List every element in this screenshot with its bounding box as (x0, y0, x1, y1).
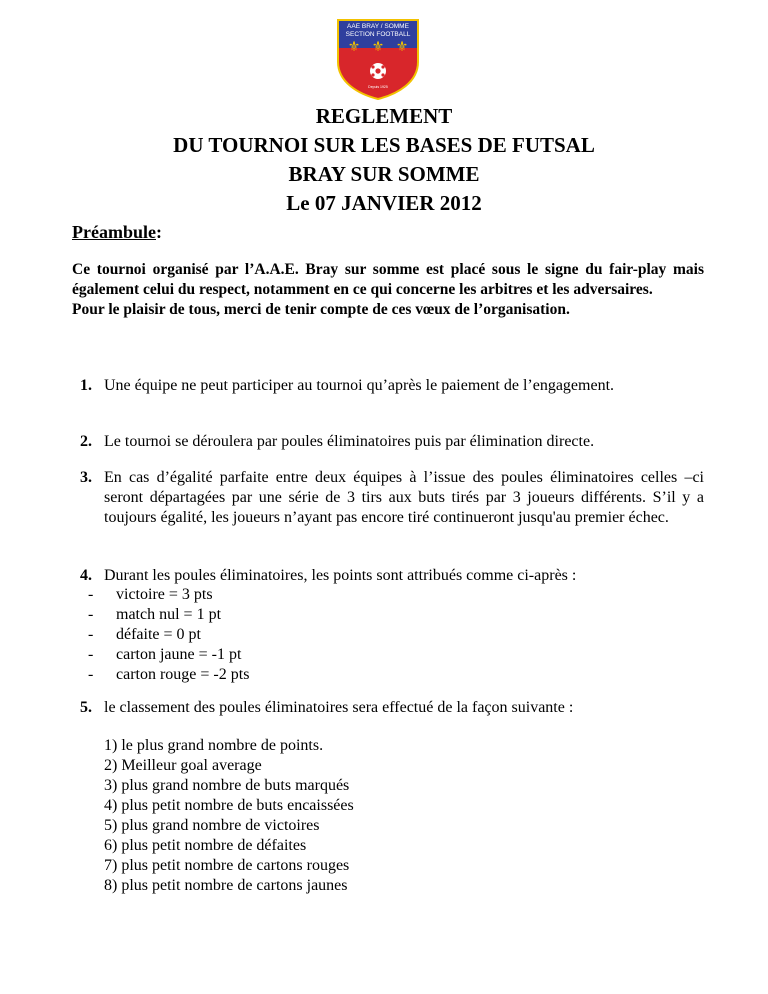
list-item: 3) plus grand nombre de buts marqués (104, 777, 350, 794)
svg-text:⚜: ⚜ (371, 40, 385, 55)
preamble-text (72, 260, 704, 320)
preamble-heading-colon: : (155, 222, 162, 242)
document-title (0, 102, 768, 218)
ranking-list (104, 736, 704, 896)
points-list (80, 585, 680, 685)
rule-1 (72, 376, 704, 396)
list-item: 6) plus petit nombre de défaites (104, 837, 307, 854)
list-item: - victoire = 3 pts (88, 586, 213, 603)
list-item: 2) Meilleur goal average (104, 757, 262, 774)
rule-4 (72, 566, 704, 586)
rule-3 (72, 468, 704, 528)
list-item: - match nul = 1 pt (88, 606, 222, 623)
rule-number: 3. (80, 469, 92, 486)
rule-number: 1. (80, 377, 92, 394)
rule-5 (72, 698, 704, 718)
fleur-de-lis-icon (348, 40, 409, 55)
rule-text: En cas d’égalité parfaite entre deux équipes à l’issue des poules éliminatoires celles –ci seront départagées par une série de 3 tirs aux buts tirés par 3 joueurs différents. S’il y a toujours égalité, les joueurs n’ayant pas encore tiré continueront jusqu'au premier échec. (104, 469, 704, 526)
rule-text: Une équipe ne peut participer au tournoi qu’après le paiement de l’engagement. (104, 377, 615, 394)
list-item: 7) plus petit nombre de cartons rouges (104, 857, 350, 874)
list-item: 4) plus petit nombre de buts encaissées (104, 797, 354, 814)
preamble-paragraph-2: Pour le plaisir de tous, merci de tenir compte de ces vœux de l’organisation. (72, 301, 570, 318)
rule-number: 4. (80, 567, 92, 584)
rule-2 (72, 432, 704, 452)
list-item: 1) le plus grand nombre de points. (104, 737, 324, 754)
list-item: - carton jaune = -1 pt (88, 646, 242, 663)
svg-text:⚜: ⚜ (347, 40, 361, 55)
title-line-3: BRAY SUR SOMME (288, 162, 480, 186)
logo-line1: AAE BRAY / SOMME (347, 23, 409, 30)
logo-line2: SECTION FOOTBALL (345, 31, 411, 38)
list-item: - défaite = 0 pt (88, 626, 201, 643)
svg-text:⚜: ⚜ (395, 40, 409, 55)
logo-footer: Depuis 1925 (368, 85, 388, 89)
rule-text: Le tournoi se déroulera par poules éliminatoires puis par élimination directe. (104, 433, 595, 450)
rule-text: le classement des poules éliminatoires sera effectué de la façon suivante : (104, 699, 574, 716)
rule-text: Durant les poules éliminatoires, les points sont attribués comme ci-après : (104, 567, 577, 584)
title-line-4: Le 07 JANVIER 2012 (286, 191, 482, 215)
rule-number: 2. (80, 433, 92, 450)
list-item: 8) plus petit nombre de cartons jaunes (104, 877, 348, 894)
title-line-2: DU TOURNOI SUR LES BASES DE FUTSAL (173, 133, 595, 157)
list-item: 5) plus grand nombre de victoires (104, 817, 320, 834)
preamble-heading (72, 222, 162, 243)
rule-number: 5. (80, 699, 92, 716)
football-icon (370, 63, 386, 79)
preamble-paragraph-1: Ce tournoi organisé par l’A.A.E. Bray sur somme est placé sous le signe du fair-play mais également celui du respect, notamment en ce qui concerne les arbitres et les adversaires. (72, 261, 704, 298)
list-item: - carton rouge = -2 pts (88, 666, 250, 683)
title-line-1: REGLEMENT (315, 104, 453, 128)
club-logo (336, 18, 420, 100)
preamble-heading-text: Préambule (72, 222, 156, 242)
